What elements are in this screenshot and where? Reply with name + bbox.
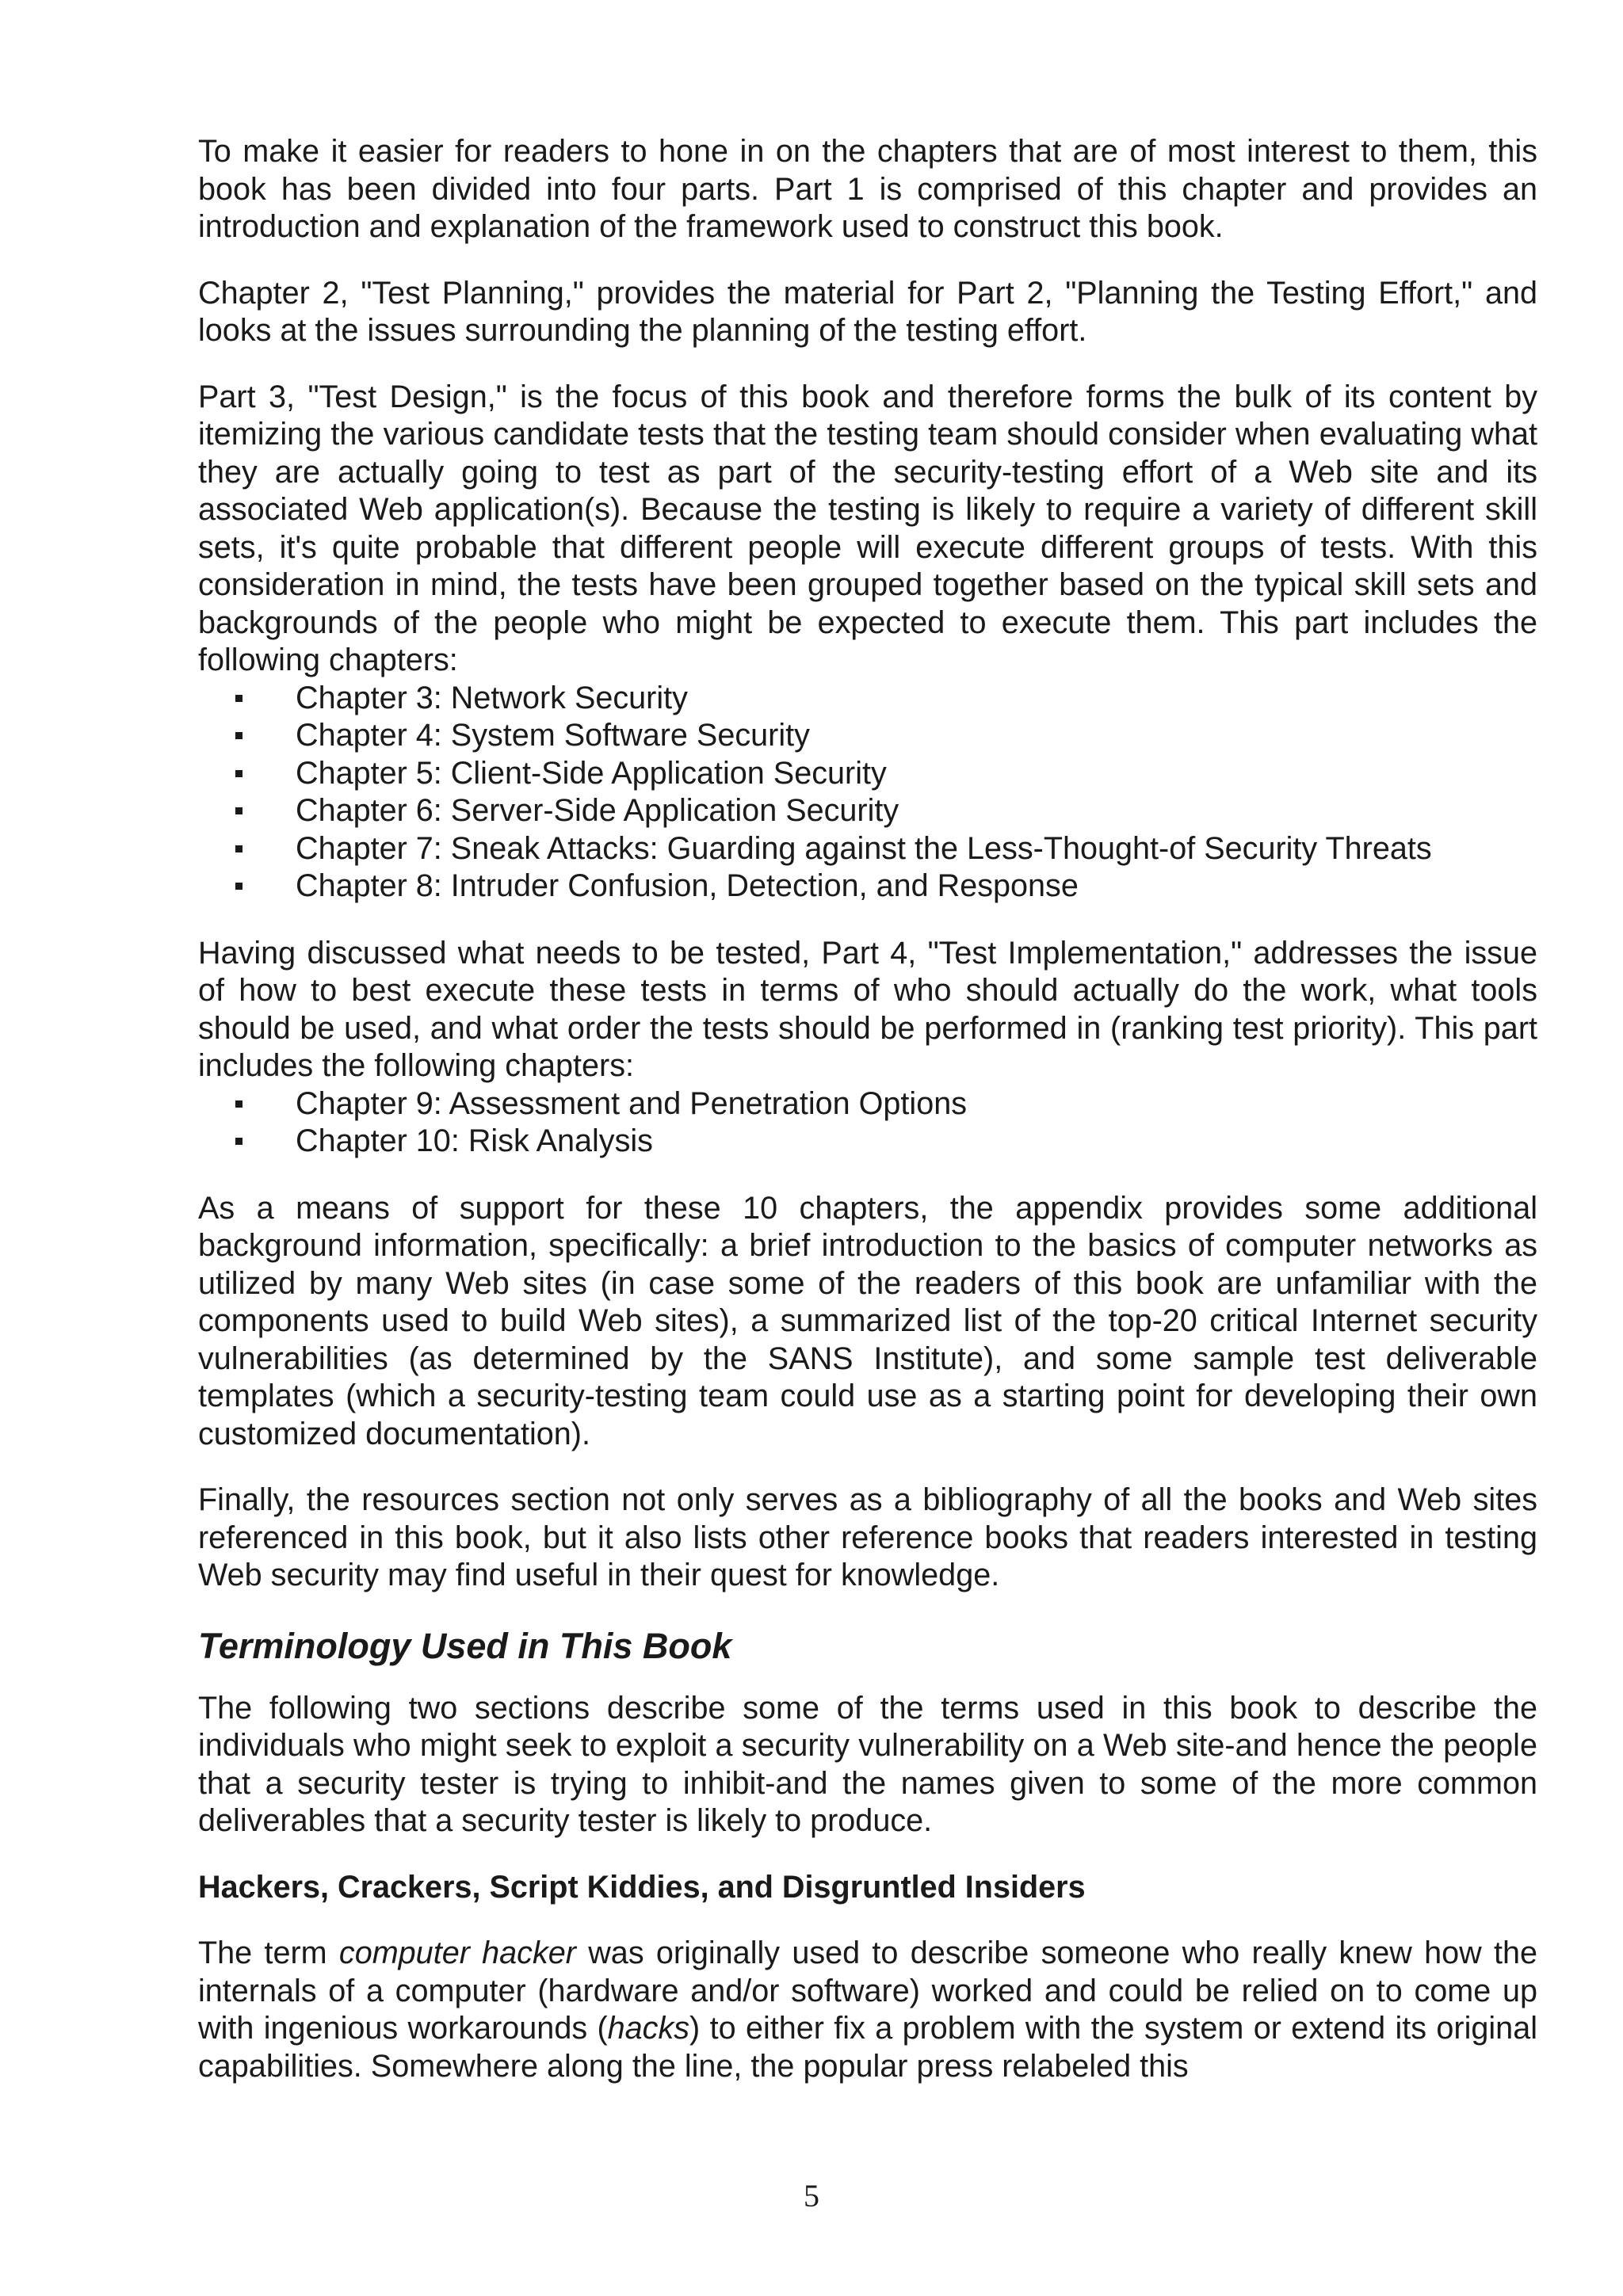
hacker-text-3: ) to either fix a problem with the system or extend its original capabilities. Somewhere along the line, the popular press relabeled this: [198, 2011, 1537, 2084]
bullet-icon: [235, 695, 242, 702]
term-hacks: hacks: [607, 2011, 690, 2046]
list-item-text: Chapter 5: Client-Side Application Security: [296, 755, 887, 791]
term-computer-hacker: computer hacker: [338, 1936, 576, 1970]
section-heading: Terminology Used in This Book: [198, 1625, 732, 1666]
paragraph-appendix: As a means of support for these 10 chapters, the appendix provides some additional background information, specifically: a brief introduction to the basics of computer networks as utilized by many Web sites (in case some of the readers of this book are unfamiliar with the components used to build Web sites), a summarized list of the top-20 critical Internet security vulnerabilities (as determined by the SANS Institute), and some sample test deliverable templates (which a security-testing team could use as a starting point for developing their own customized documentation).: [198, 1190, 1537, 1451]
list-item: [198, 1123, 1537, 1161]
list-item-text: Chapter 10: Risk Analysis: [296, 1123, 653, 1158]
bullet-icon: [235, 1100, 242, 1108]
list-item: [198, 792, 1537, 830]
paragraph-hacker: [198, 1935, 1537, 2085]
list-item: [198, 680, 1537, 718]
bullet-icon: [235, 770, 242, 777]
list-item-text: Chapter 6: Server-Side Application Security: [296, 793, 899, 828]
list-item: [198, 755, 1537, 793]
subsection-heading: Hackers, Crackers, Script Kiddies, and Disgruntled Insiders: [198, 1869, 1086, 1905]
list-item: [198, 830, 1537, 868]
list-item-text: Chapter 4: System Software Security: [296, 718, 810, 753]
paragraph-part4: Having discussed what needs to be tested, Part 4, "Test Implementation," addresses the issue of how to best execute these tests in terms of who should actually do the work, what tools should be used, and what order the tests should be performed in (ranking test priority). This part includes the following chapters:: [198, 935, 1537, 1083]
list-item: [198, 1085, 1537, 1123]
paragraph-part2: Chapter 2, "Test Planning," provides the material for Part 2, "Planning the Testing Effort," and looks at the issues surrounding the planning of the testing effort.: [198, 275, 1537, 348]
list-item-text: Chapter 8: Intruder Confusion, Detection, and Response: [296, 868, 1079, 903]
bullet-icon: [235, 883, 242, 890]
hacker-text-1: The term: [198, 1936, 339, 1970]
bullet-icon: [235, 845, 242, 852]
bullet-icon: [235, 807, 242, 814]
paragraph-resources: Finally, the resources section not only serves as a bibliography of all the books and Web sites referenced in this book, but it also lists other reference books that readers interested in testing Web security may find useful in their quest for knowledge.: [198, 1482, 1537, 1592]
list-item-text: Chapter 3: Network Security: [296, 680, 688, 715]
part4-chapter-list: [198, 1085, 1537, 1161]
list-item: [198, 717, 1537, 755]
paragraph-intro: To make it easier for readers to hone in on the chapters that are of most interest to them, this book has been divided into four parts. Part 1 is comprised of this chapter and provides an introduction and explanation of the framework used to construct this book.: [198, 134, 1537, 244]
bullet-icon: [235, 732, 242, 739]
page-number: 5: [804, 2178, 819, 2214]
part3-chapter-list: [198, 680, 1537, 906]
hacker-text-2: was originally used to describe someone who really knew how the internals of a computer (hardware and/or software) worked and could be relied on to come up with ingenious workarounds (: [198, 1936, 1537, 2046]
bullet-icon: [235, 1138, 242, 1145]
list-item-text: Chapter 7: Sneak Attacks: Guarding against the Less-Thought-of Security Threats: [296, 830, 1432, 866]
page-body: [198, 133, 1537, 2114]
paragraph-terminology: The following two sections describe some of the terms used in this book to describe the individuals who might seek to exploit a security vulnerability on a Web site-and hence the people that a security tester is trying to inhibit-and the names given to some of the more common deliverables that a security tester is likely to produce.: [198, 1690, 1537, 1838]
list-item: [198, 868, 1537, 906]
list-item-text: Chapter 9: Assessment and Penetration Options: [296, 1085, 968, 1121]
paragraph-part3: Part 3, "Test Design," is the focus of this book and therefore forms the bulk of its content by itemizing the various candidate tests that the testing team should consider when evaluating what they are actually going to test as part of the security-testing effort of a Web site and its associated Web application(s). Because the testing is likely to require a variety of different skill sets, it's quite probable that different people will execute different groups of tests. With this consideration in mind, the tests have been grouped together based on the typical skill sets and backgrounds of the people who might be expected to execute them. This part includes the following chapters:: [198, 379, 1537, 677]
